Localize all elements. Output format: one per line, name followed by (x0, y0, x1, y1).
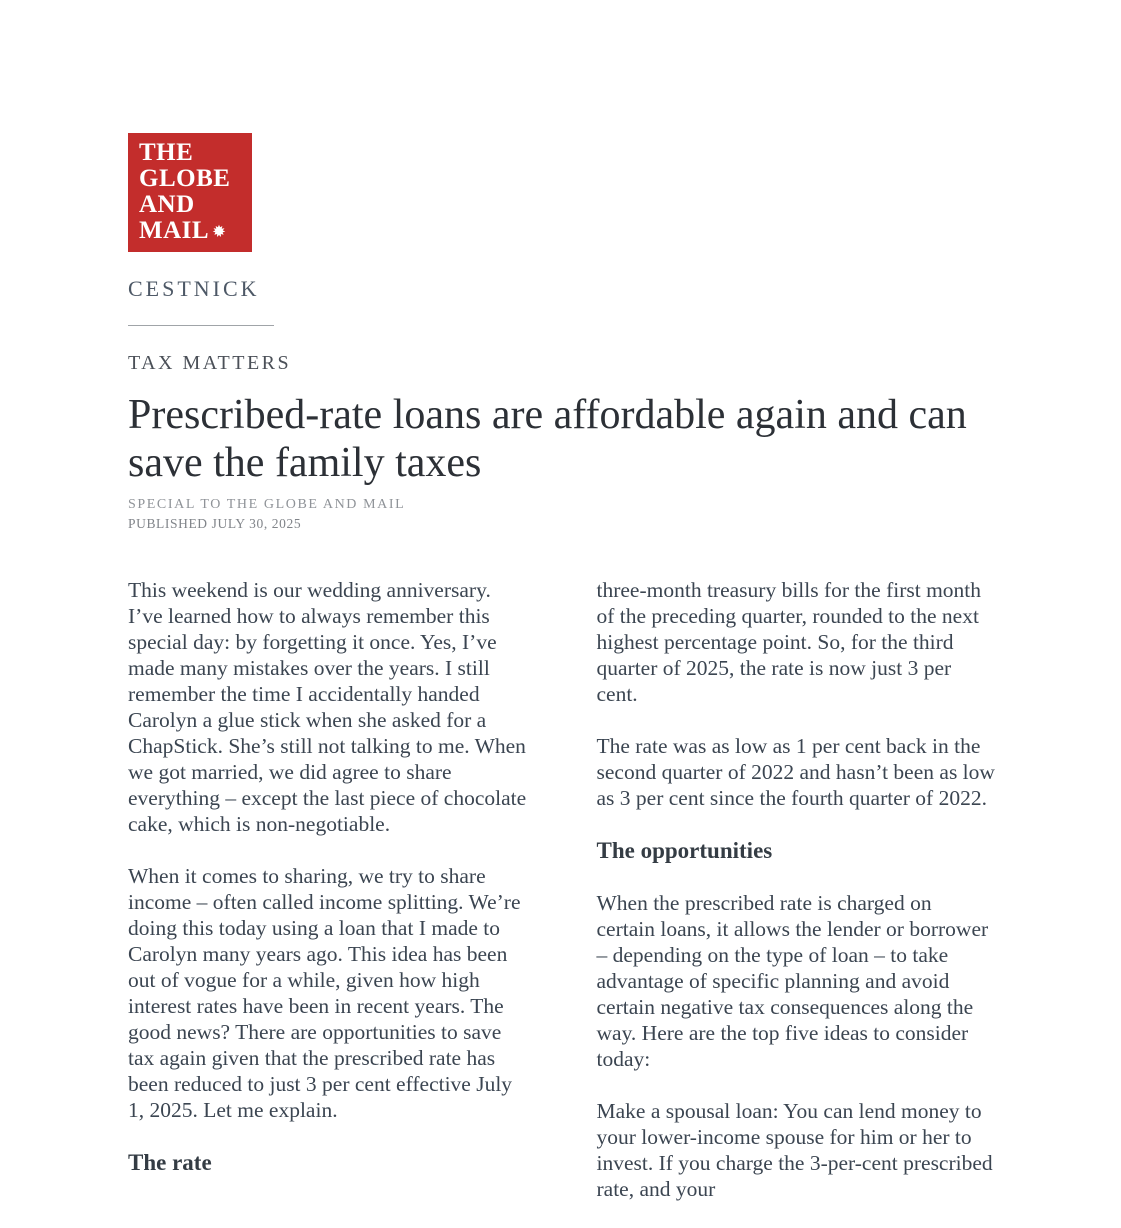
section-kicker: TAX MATTERS (128, 352, 292, 374)
divider (128, 325, 274, 326)
globe-and-mail-logo (128, 133, 252, 252)
author-name: CESTNICK (128, 276, 260, 301)
article-title: Prescribed-rate loans are affordable again and can save the family taxes (128, 392, 967, 486)
right-column (597, 577, 996, 1228)
paragraph: The rate was as low as 1 per cent back in the second quarter of 2022 and hasn’t been as low as 3 per cent since the fourth quarter of 2022. (596, 734, 995, 810)
logo-line (139, 218, 252, 244)
paragraph: When the prescribed rate is charged on certain loans, it allows the lender or borrower – depending on the type of loan – to take advantage of specific planning and avoid certain negative tax consequences along the way. Here are the top five ideas to consider today: (596, 891, 989, 1071)
published-date: PUBLISHED JULY 30, 2025 (128, 516, 302, 531)
paragraph: Make a spousal loan: You can lend money to your lower-income spouse for him or her to invest. If you charge the 3-per-cent prescribed rate, and your (596, 1099, 993, 1201)
paragraph: three-month treasury bills for the first month of the preceding quarter, rounded to the next highest percentage point. So, for the third quarter of 2025, the rate is now just 3 per cent. (596, 578, 982, 706)
section-heading-the-opportunities: The opportunities (596, 838, 773, 863)
left-column (128, 577, 527, 1228)
logo-line-text: MAIL (139, 217, 210, 244)
logo-line: GLOBE (139, 165, 231, 192)
paragraph: When it comes to sharing, we try to share income – often called income splitting. We’re doing this today using a loan that I made to Carolyn many years ago. This idea has been out of vogue for a while, given how high interest rates have been in recent years. The good news? There are opportunities to save tax again given that the prescribed rate has been reduced to just 3 per cent effective July 1, 2025. Let me explain. (128, 864, 521, 1122)
maple-leaf-icon (212, 224, 226, 238)
section-heading-the-rate: The rate (128, 1150, 212, 1175)
article-body (128, 577, 995, 1228)
logo-line: THE (139, 139, 194, 166)
logo-line: AND (139, 191, 195, 218)
paragraph: This weekend is our wedding anniversary. I’ve learned how to always remember this special day: by forgetting it once. Yes, I’ve made many mistakes over the years. I still remember the time I accidentally handed Carolyn a glue stick when she asked for a ChapStick. She’s still not talking to me. When we got married, we did agree to share everything – except the last piece of chocolate cake, which is non-negotiable. (128, 578, 527, 836)
byline: SPECIAL TO THE GLOBE AND MAIL (128, 497, 406, 512)
